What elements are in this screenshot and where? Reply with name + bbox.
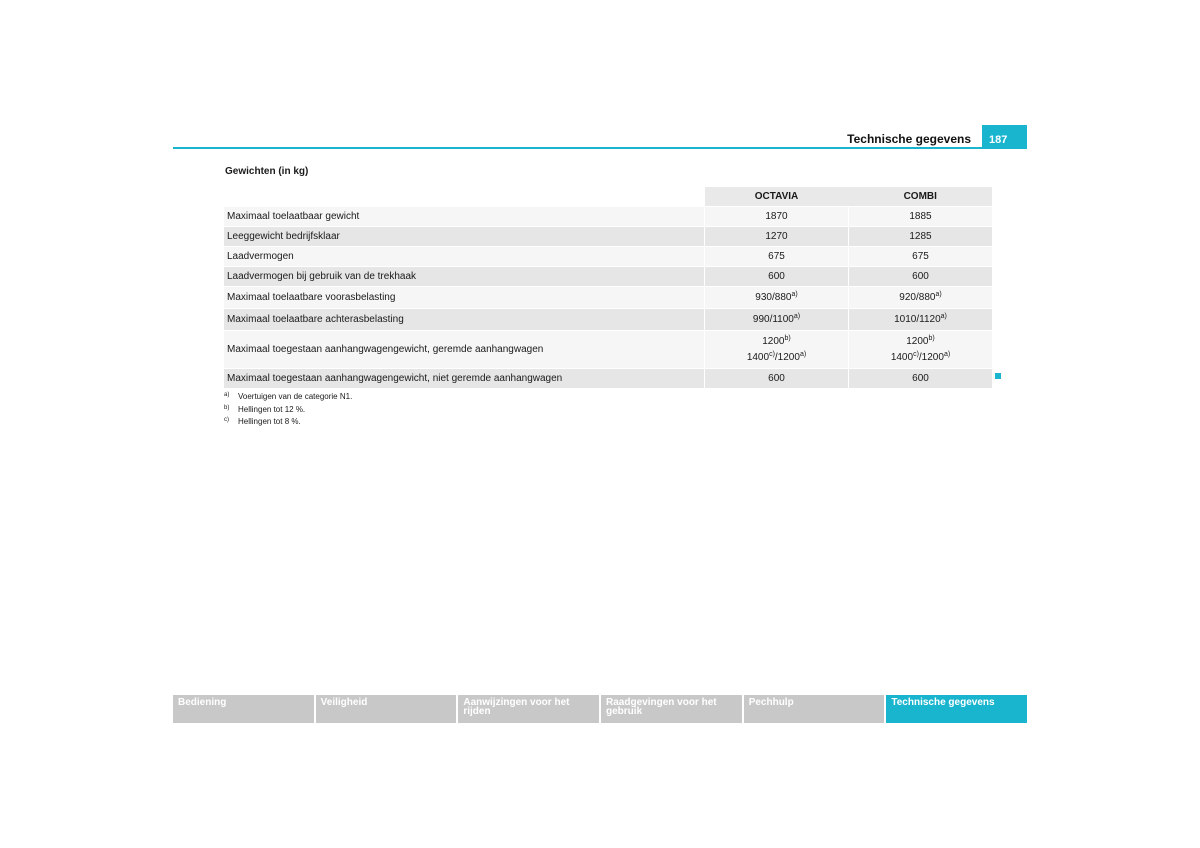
octavia-value: 1200$^{b)}$ 1400$^{c)}$/1200$^{a)}$ bbox=[705, 331, 849, 369]
footnote-mark: b) bbox=[224, 404, 230, 411]
combi-value: 1200$^{b)}$ 1400$^{c)}$/1200$^{a)}$ bbox=[849, 331, 993, 369]
nav-tab-raadgevingen[interactable]: Raadgevingen voor het gebruik bbox=[601, 695, 742, 723]
table-row bbox=[224, 369, 992, 389]
page-number: 187 bbox=[982, 125, 1027, 149]
octavia-value: 1870 bbox=[705, 207, 849, 227]
row-label: Maximaal toelaatbare achterasbelasting bbox=[224, 309, 705, 331]
octavia-value: 600 bbox=[705, 267, 849, 287]
octavia-value: 1270 bbox=[705, 227, 849, 247]
combi-value: 1885 bbox=[849, 207, 993, 227]
footer-nav bbox=[173, 695, 1027, 723]
combi-value: 675 bbox=[849, 247, 993, 267]
footnote-ref: a) bbox=[791, 291, 798, 298]
nav-tab-pechhulp[interactable]: Pechhulp bbox=[744, 695, 885, 723]
column-header-combi: COMBI bbox=[849, 187, 993, 207]
footnote bbox=[224, 404, 352, 417]
footnote-ref: a) bbox=[935, 291, 942, 298]
nav-tab-technische-gegevens[interactable]: Technische gegevens bbox=[886, 695, 1027, 723]
combi-value: 1285 bbox=[849, 227, 993, 247]
page-title: Technische gegevens bbox=[847, 132, 971, 146]
footnote-ref: b) bbox=[928, 334, 935, 342]
footnote-mark: a) bbox=[224, 392, 230, 398]
footnote-ref: c) bbox=[769, 350, 775, 358]
footnote-ref: c) bbox=[913, 350, 919, 358]
header-rule bbox=[173, 147, 1027, 149]
table-row bbox=[224, 309, 992, 331]
footnote-ref: a) bbox=[940, 313, 947, 320]
footnote-ref: a) bbox=[943, 350, 951, 358]
footnote-ref: a) bbox=[799, 350, 807, 358]
footnote-text: Hellingen tot 12 %. bbox=[238, 404, 306, 414]
table-row bbox=[224, 227, 992, 247]
footnotes bbox=[224, 391, 352, 429]
table-row bbox=[224, 207, 992, 227]
row-label: Maximaal toelaatbaar gewicht bbox=[224, 207, 705, 227]
octavia-value: 600 bbox=[705, 369, 849, 389]
combi-value: 600 bbox=[849, 369, 993, 389]
combi-value: 1010/1120$^{a)}$ bbox=[849, 309, 993, 331]
weights-table bbox=[224, 187, 992, 389]
row-label: Maximaal toelaatbare voorasbelasting bbox=[224, 287, 705, 309]
nav-tab-bediening[interactable]: Bediening bbox=[173, 695, 314, 723]
row-label: Laadvermogen bij gebruik van de trekhaak bbox=[224, 267, 705, 287]
column-header-octavia: OCTAVIA bbox=[705, 187, 849, 207]
octavia-value: 675 bbox=[705, 247, 849, 267]
combi-value: 920/880$^{a)}$ bbox=[849, 287, 993, 309]
section-end-marker bbox=[995, 373, 1001, 379]
octavia-value: 930/880$^{a)}$ bbox=[705, 287, 849, 309]
table-corner-cell bbox=[224, 187, 705, 207]
combi-value: 600 bbox=[849, 267, 993, 287]
nav-tab-veiligheid[interactable]: Veiligheid bbox=[316, 695, 457, 723]
footnote-ref: b) bbox=[784, 334, 791, 342]
octavia-value: 990/1100$^{a)}$ bbox=[705, 309, 849, 331]
nav-tab-aanwijzingen[interactable]: Aanwijzingen voor het rijden bbox=[458, 695, 599, 723]
table-row bbox=[224, 247, 992, 267]
table-row bbox=[224, 287, 992, 309]
table-header-row bbox=[224, 187, 992, 207]
footnote bbox=[224, 391, 352, 404]
row-label: Laadvermogen bbox=[224, 247, 705, 267]
footnote-ref: a) bbox=[793, 313, 801, 320]
footnote-text: Hellingen tot 8 %. bbox=[238, 417, 301, 426]
section-title: Gewichten (in kg) bbox=[225, 166, 309, 177]
footnote-text: Voertuigen van de categorie N1. bbox=[238, 392, 353, 401]
row-label: Leeggewicht bedrijfsklaar bbox=[224, 227, 705, 247]
row-label: Maximaal toegestaan aanhangwagengewicht, niet geremde aanhangwagen bbox=[224, 369, 705, 389]
footnote bbox=[224, 416, 352, 429]
table-row bbox=[224, 331, 992, 369]
row-label: Maximaal toegestaan aanhangwagengewicht, geremde aanhangwagen bbox=[224, 331, 705, 369]
footnote-mark: c) bbox=[224, 417, 229, 423]
table-row bbox=[224, 267, 992, 287]
